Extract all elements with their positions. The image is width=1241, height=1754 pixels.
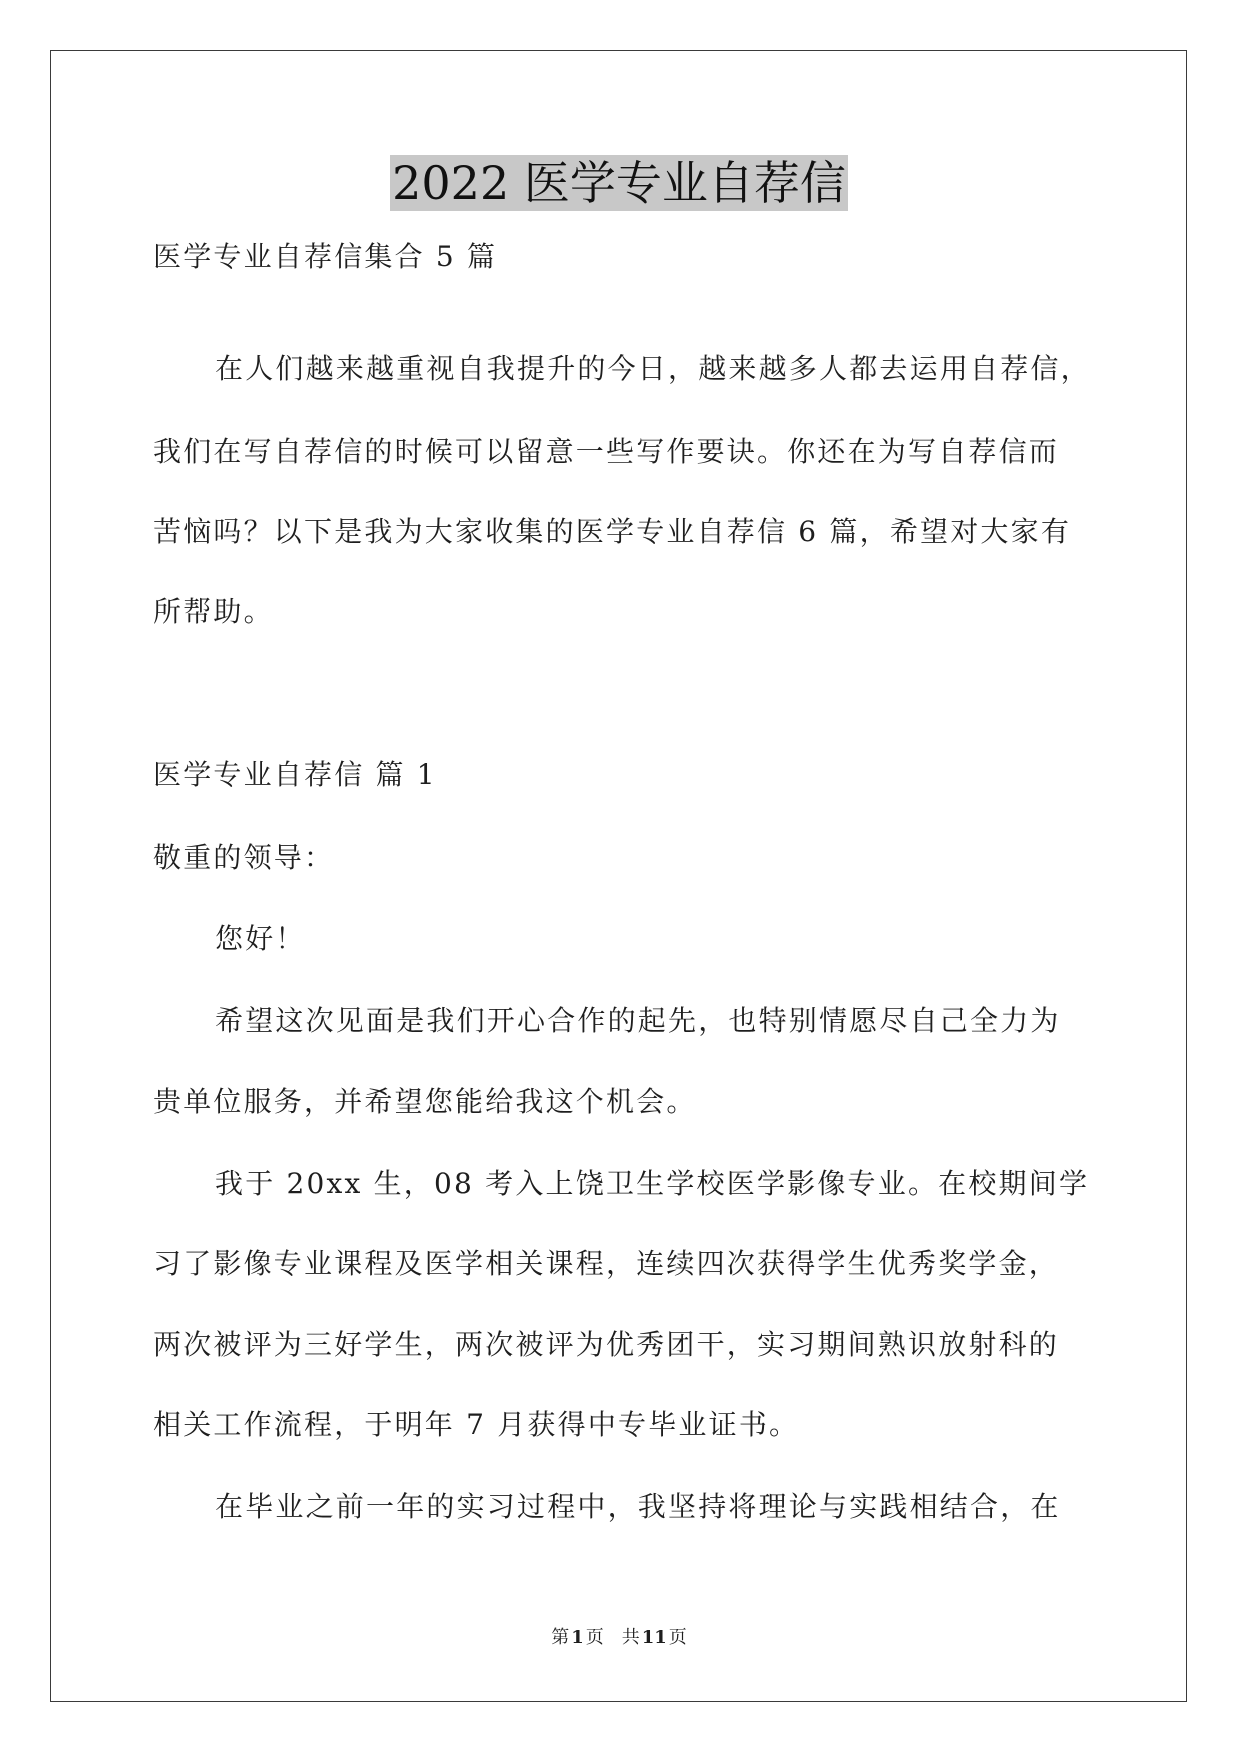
paragraph-line: 相关工作流程，于明年 7 月获得中专毕业证书。 — [153, 1408, 800, 1441]
total-pages-number: 11 — [641, 1627, 667, 1648]
paragraph-line: 我于 20xx 生，08 考入上饶卫生学校医学影像专业。在校期间学 — [215, 1167, 1090, 1200]
letter-heading: 医学专业自荐信 篇 1 — [153, 758, 437, 791]
title-row — [50, 155, 1188, 211]
total-pages-suffix: 页 — [668, 1627, 687, 1648]
intro-line: 苦恼吗？以下是我为大家收集的医学专业自荐信 6 篇，希望对大家有 — [153, 515, 1072, 548]
paragraph-line: 在毕业之前一年的实习过程中，我坚持将理论与实践相结合，在 — [215, 1490, 1061, 1523]
paragraph-line: 贵单位服务，并希望您能给我这个机会。 — [153, 1085, 697, 1118]
collection-heading: 医学专业自荐信集合 5 篇 — [153, 240, 498, 273]
total-pages-prefix: 共 — [621, 1627, 640, 1648]
page-footer — [50, 1626, 1188, 1650]
intro-line: 在人们越来越重视自我提升的今日，越来越多人都去运用自荐信， — [215, 352, 1091, 385]
intro-line: 所帮助。 — [153, 595, 274, 628]
letter-salutation: 敬重的领导： — [153, 841, 335, 874]
intro-line: 我们在写自荐信的时候可以留意一些写作要诀。你还在为写自荐信而 — [153, 435, 1060, 468]
letter-greeting: 您好！ — [215, 922, 306, 955]
paragraph-line: 两次被评为三好学生，两次被评为优秀团干，实习期间熟识放射科的 — [153, 1328, 1060, 1361]
page-number-suffix: 页 — [585, 1627, 604, 1648]
current-page-number: 1 — [571, 1627, 584, 1648]
paragraph-line: 习了影像专业课程及医学相关课程，连续四次获得学生优秀奖学金， — [153, 1247, 1060, 1280]
page-number-prefix: 第 — [551, 1627, 570, 1648]
document-title: 2022 医学专业自荐信 — [392, 156, 846, 210]
paragraph-line: 希望这次见面是我们开心合作的起先，也特别情愿尽自己全力为 — [215, 1004, 1061, 1037]
